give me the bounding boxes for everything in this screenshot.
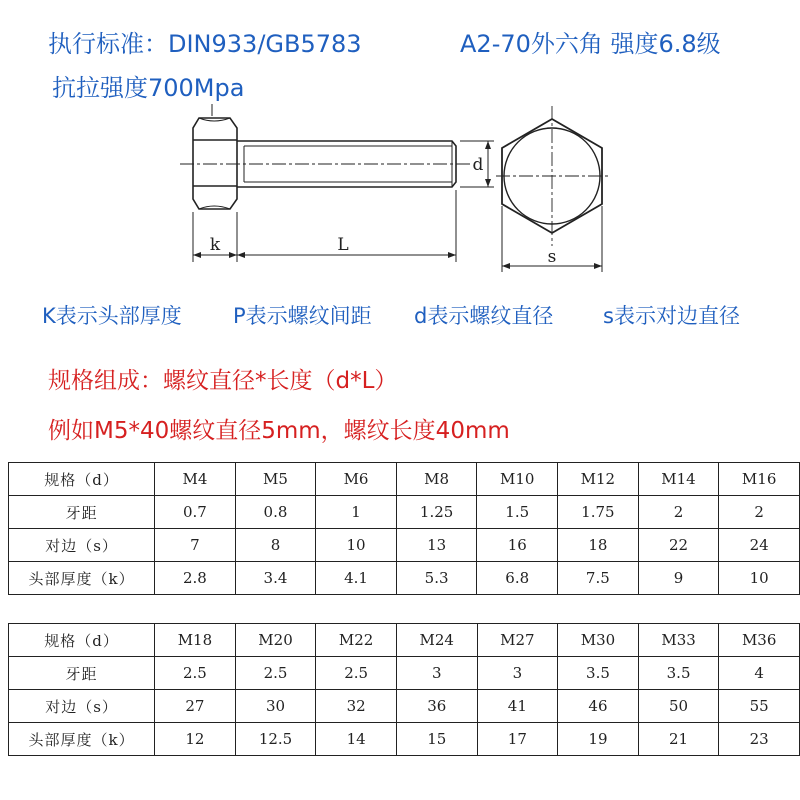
table-cell: 18 <box>558 529 639 562</box>
legend-s: s表示对边直径 <box>603 304 740 328</box>
table-cell: 22 <box>638 529 719 562</box>
table-cell: M5 <box>235 463 316 496</box>
row-header: 头部厚度（k） <box>9 723 155 756</box>
table-cell: M18 <box>155 624 236 657</box>
table-cell: 1 <box>316 496 397 529</box>
table-cell: 55 <box>719 690 800 723</box>
table-cell: 3.5 <box>638 657 719 690</box>
table-cell: 8 <box>235 529 316 562</box>
table-cell: M4 <box>155 463 236 496</box>
spec-table-1 <box>8 462 800 595</box>
table-row <box>9 529 800 562</box>
table-cell: 2 <box>719 496 800 529</box>
table-cell: 3.4 <box>235 562 316 595</box>
table-cell: 2 <box>638 496 719 529</box>
spec-example: 例如M5*40螺纹直径5mm，螺纹长度40mm <box>48 418 510 444</box>
table-cell: 2.5 <box>155 657 236 690</box>
table-cell: 2.8 <box>155 562 236 595</box>
L-label: L <box>337 235 349 255</box>
table-cell: 9 <box>638 562 719 595</box>
table-cell: M12 <box>558 463 639 496</box>
row-header: 牙距 <box>9 657 155 690</box>
table-cell: 5.3 <box>396 562 477 595</box>
legend-d: d表示螺纹直径 <box>414 304 554 328</box>
table-cell: 30 <box>235 690 316 723</box>
table-cell: 17 <box>477 723 558 756</box>
table-cell: M6 <box>316 463 397 496</box>
d-label: d <box>472 155 484 175</box>
table-cell: M33 <box>638 624 719 657</box>
table-cell: M30 <box>558 624 639 657</box>
table-cell: 3 <box>477 657 558 690</box>
table-cell: 15 <box>396 723 477 756</box>
standard-text: 执行标准：DIN933/GB5783 <box>48 30 362 58</box>
bolt-diagram <box>0 100 800 280</box>
row-header: 规格（d） <box>9 463 155 496</box>
table-cell: 10 <box>719 562 800 595</box>
table-cell: 3.5 <box>558 657 639 690</box>
table-cell: M27 <box>477 624 558 657</box>
table-cell: 4 <box>719 657 800 690</box>
row-header: 牙距 <box>9 496 155 529</box>
table-cell: M24 <box>396 624 477 657</box>
table-cell: 0.8 <box>235 496 316 529</box>
tensile-text: 抗拉强度700Mpa <box>52 74 245 102</box>
bolt-head-side <box>193 118 237 209</box>
table-row <box>9 657 800 690</box>
table-cell: M14 <box>638 463 719 496</box>
table-cell: 1.75 <box>558 496 639 529</box>
table-cell: 19 <box>558 723 639 756</box>
table-cell: 46 <box>558 690 639 723</box>
table-row <box>9 496 800 529</box>
row-header: 对边（s） <box>9 690 155 723</box>
table-cell: 7 <box>155 529 236 562</box>
row-header: 头部厚度（k） <box>9 562 155 595</box>
table-cell: 36 <box>396 690 477 723</box>
s-label: s <box>547 247 557 267</box>
table-cell: 10 <box>316 529 397 562</box>
spec-table-2 <box>8 623 800 756</box>
table-cell: M22 <box>316 624 397 657</box>
row-header: 对边（s） <box>9 529 155 562</box>
table-cell: 1.25 <box>396 496 477 529</box>
spec-composition: 规格组成：螺纹直径*长度（d*L） <box>48 368 398 394</box>
table-cell: 50 <box>638 690 719 723</box>
table-cell: M20 <box>235 624 316 657</box>
table-cell: 24 <box>719 529 800 562</box>
table-row <box>9 562 800 595</box>
table-cell: 41 <box>477 690 558 723</box>
table-cell: 21 <box>638 723 719 756</box>
table-cell: 32 <box>316 690 397 723</box>
table-row <box>9 690 800 723</box>
table-cell: 12 <box>155 723 236 756</box>
table-cell: 4.1 <box>316 562 397 595</box>
table-cell: M8 <box>396 463 477 496</box>
table-cell: 1.5 <box>477 496 558 529</box>
table-cell: 2.5 <box>316 657 397 690</box>
legend-p: P表示螺纹间距 <box>233 304 372 328</box>
table-cell: 2.5 <box>235 657 316 690</box>
table-cell: 3 <box>396 657 477 690</box>
table-cell: 0.7 <box>155 496 236 529</box>
row-header: 规格（d） <box>9 624 155 657</box>
table-cell: 12.5 <box>235 723 316 756</box>
table-cell: 13 <box>396 529 477 562</box>
table-cell: M10 <box>477 463 558 496</box>
table-cell: 7.5 <box>558 562 639 595</box>
k-label: k <box>209 235 221 255</box>
table-cell: 6.8 <box>477 562 558 595</box>
table-cell: 27 <box>155 690 236 723</box>
table-cell: M36 <box>719 624 800 657</box>
table-cell: 14 <box>316 723 397 756</box>
table-cell: M16 <box>719 463 800 496</box>
table-row <box>9 624 800 657</box>
table-cell: 16 <box>477 529 558 562</box>
legend-k: K表示头部厚度 <box>42 304 182 328</box>
table-row <box>9 463 800 496</box>
material-text: A2-70外六角 强度6.8级 <box>460 30 721 58</box>
table-row <box>9 723 800 756</box>
table-cell: 23 <box>719 723 800 756</box>
